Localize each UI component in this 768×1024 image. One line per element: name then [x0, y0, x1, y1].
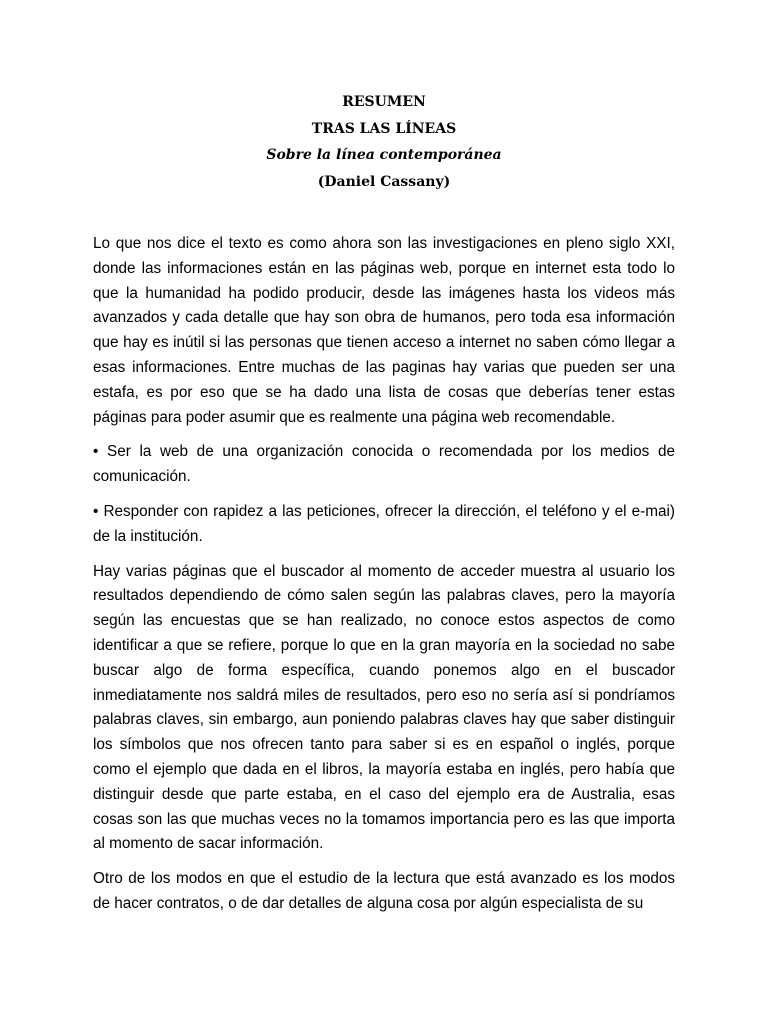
document-body — [93, 232, 675, 927]
heading-resumen: RESUMEN — [342, 94, 426, 110]
bullet-item-response: • Responder con rapidez a las peticiones, ofrecer la dirección, el teléfono y el e-mai) de la institución. — [93, 502, 675, 545]
paragraph-intro: Lo que nos dice el texto es como ahora son las investigaciones en pleno siglo XXI, donde las informaciones están en las páginas web, porque en internet esta todo lo que la humanidad ha podido producir, desde las imágenes hasta los videos más avanzados y cada detalle que hay son obra de humanos, pero toda esa información que hay es inútil si las personas que tienen acceso a internet no saben cómo llegar a esas informaciones. Entre muchas de las paginas hay varias que pueden ser una estafa, es por eso que se ha dado una lista de cosas que deberías tener estas páginas para poder asumir que es realmente una página web recomendable. — [93, 235, 675, 426]
bullet-item-organization: • Ser la web de una organización conocida o recomendada por los medios de comunicación. — [93, 443, 675, 486]
heading-author: (Daniel Cassany) — [317, 173, 451, 190]
heading-title: TRAS LAS LÍNEAS — [311, 120, 457, 137]
document-heading — [0, 92, 768, 198]
paragraph-search: Hay varias páginas que el buscador al momento de acceder muestra al usuario los resultados dependiendo de cómo salen según las palabras claves, pero la mayoría según las encuestas que se han realizado, no conoce estos aspectos de como identificar a que se refiere, porque lo que en la gran mayoría en la sociedad no sabe buscar algo de forma específica, cuando ponemos algo en el buscador inmediatamente nos saldrá miles de resultados, pero eso no sería así si pondríamos palabras claves, sin embargo, aun poniendo palabras claves hay que saber distinguir los símbolos que nos ofrecen tanto para saber si es en español o inglés, porque como el ejemplo que dada en el libros, la mayoría estaba en inglés, pero había que distinguir desde que parte estaba, en el caso del ejemplo era de Australia, esas cosas son las que muchas veces no la tomamos importancia pero es las que importa al momento de sacar información. — [93, 562, 675, 853]
heading-subtitle: Sobre la línea contemporánea — [266, 147, 502, 163]
paragraph-contracts: Otro de los modos en que el estudio de la lectura que está avanzado es los modos de hacer contratos, o de dar detalles de alguna cosa por algún especialista de su — [93, 870, 675, 912]
